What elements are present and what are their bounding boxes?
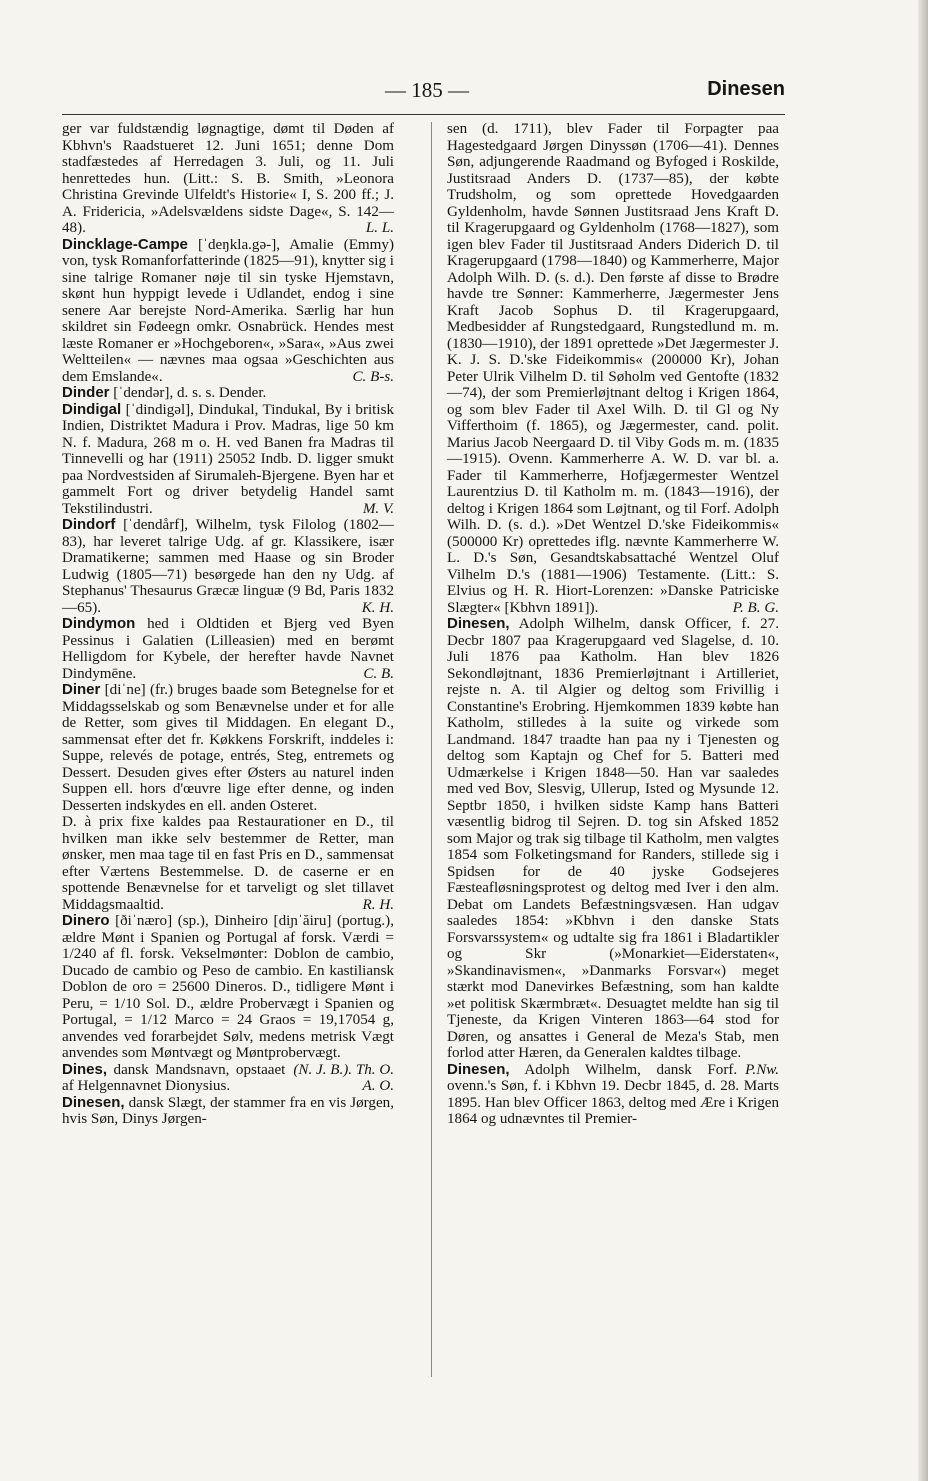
entry-signature: C. B-s. [352,368,394,385]
entry-text: [ˈdendər], d. s. s. Dender. [113,385,267,401]
entry-text: dansk Slægt, der stammer fra en vis Jørgen, hvis Søn, Dinys Jørgen- [62,1094,394,1127]
entry-headword: Dines, [62,1060,108,1078]
dictionary-entry [62,402,394,518]
left-column [62,121,394,1128]
entry-signature: P. B. G. [732,599,779,616]
entry-signature: A. O. [362,1078,394,1094]
entry-signature: M. V. [362,500,394,517]
running-head: Dinesen [707,78,785,100]
right-column [447,121,779,1128]
page-edge-shadow [918,0,928,1481]
entry-text: dansk Mandsnavn, opstaaet af Helgennavnet Dionysius. [62,1061,286,1094]
entry-text: ger var fuldstændig løgnagtige, dømt til Døden af Kbhvn's Raadstueret 12. Juni 1651; denne Dom stadfæstedes af Herredagen 3. Juli, og 11. Juli henrettedes hun. (Litt.: S. B. Smith, »Leonora Christina Grevinde Ulfeldt's Historie« I, S. 200 ff.; J. A. Fridericia, »Adelsvældens sidste Dage«, S. 142—48). [62,121,394,236]
entry-headword: Dindymon [62,615,136,632]
entry-signature: R. H. [362,896,394,913]
dictionary-entry [62,237,394,386]
entry-text: [ðiˈnæro] (sp.), Dinheiro [diɲˈăiru] (portug.), ældre Mønt i Spanien og Portugal af forsk. Værdi = 1/240 af fl. forsk. Vekselmønter: Doblon de cambio, Ducado de cambio og Peso de cambio. En kastiliansk Doblon de oro = 25600 Dineros. D., tidligere Mønt i Peru, = 1/10 Sol. D., ældre Probervægt i Spanien og Portugal, = 1/12 Marco = 24 Graos = 19,17054 g, anvendes ved forarbejdet Sølv, medens metrisk Vægt anvendes som Møntvægt og Møntprobervægt. [62,913,394,1061]
entry-text: [diˈne] (fr.) bruges baade som Betegnelse for et Middagsselskab og som Benævnelse under et for alle de Retter, som gives til Middagen. En elegant D., sammensat efter det fr. Køkkens Forskrift, inddeles i: Suppe, relevés de potage, entrés, Steg, entremets og Dessert. Desuden gives efter Østers au naturel inden Suppen ell. hors d'œuvre lige efter denne, og inden Desserten indskydes en ell. anden Osteret. [62,682,394,814]
page-number: — 185 — [385,78,469,102]
dictionary-entry [62,616,394,682]
dictionary-entry [62,517,394,616]
entry-signature: C. B. [363,665,394,682]
entry-headword: Dincklage-Campe [62,235,188,253]
dictionary-entry [62,385,394,402]
entry-headword: Dindorf [62,516,116,533]
dictionary-entry [62,121,394,237]
dictionary-entry [447,615,779,1078]
entry-text: [ˈdeŋkla.gə-], Amalie (Emmy) von, tysk Romanforfatterinde (1825—91), knytter sig i sine talrige Romaner nøje til sin tyske Hjemstavn, skønt hun hyppigt levede i Udlandet, endog i sine senere Aar berejste Nord-Amerika. Særlig har hun skildret sin Fødeegn omkr. Osnabrück. Hendes mest læste Romaner er »Hochgeboren«, »Sara«, »Aus zwei Weltteilen« — nævnes maa ogsaa »Geschichten aus dem Emslande«. [62,236,395,385]
entry-text: hed i Oldtiden et Bjerg ved Byen Pessinus i Galatien (Lilleasien) med en berømt Helligdom for Kybele, der herefter havde Navnet Dindymēne. [62,616,394,682]
entry-headword: Dindigal [62,400,122,418]
entry-text: sen (d. 1711), blev Fader til Forpagter paa Hagestedgaard Jørgen Dinyssøn (1706—41). Dennes Søn, adjungerende Raadmand og Byfoged i Roskilde, Justitsraad Anders D. (1737—85), der købte Trudsholm, og som oprettede Hovedgaarden Gyldenholm, havde Sønnen Justitsraad Jens Kraft D. til Kragerupgaard og Gyldenholm (1768—1827), som igen blev Fader til Justitsraad Anders Diderich D. til Kragerupgaard (1798—1840) og Kammerherre, Major Adolph Wilh. D. (s. d.). Den første af disse to Brødre havde tre Sønner: Kammerherre, Jægermester Jens Kraft Jacob Sophus D. til Kragerupgaard, Medbesidder af Rungstedgaard, Rungstedlund m. m. (1830—1910), der 1891 oprettede »Det Jægermester J. K. J. S. D.'ske Fideikommis« (200000 Kr), Johan Peter Ulrik Vilhelm D. til Søholm ved Gentofte (1832—74), der som Premierløjtnant deltog i Krigen 1864, og som blev Fader til Axel Wilh. D. til Gl og Ny Vifferthoim (f. 1865), og Jægermester, cand. polit. Marius Jacob Neergaard D. til Viby Gods m. m. (1835—1915). Ovenn. Kammerherre A. W. D. var bl. a. Fader til Kammerherre, Hofjægermester Wentzel Laurentzius D. til Katholm m. m. (1843—1916), der deltog i Krigen 1864 som Løjtnant, og til Forf. Adolph Wilh. D. (s. d.). »Det Wentzel D.'ske Fideikommis« (500000 Kr) oprettedes iflg. nævnte Kammerherre W. L. D.'s Søn, Gesandtskabsattaché Wentzel Oluf Vilhelm D.'s (1881—1906) Testamente. (Litt.: S. Elvius og H. R. Hiort-Lorenzen: »Danske Patriciske Slægter« [Kbhvn 1891]). [447,121,779,616]
entry-signature: L. L. [365,220,394,236]
column-divider [431,122,432,1377]
entry-headword: Dinder [62,384,110,401]
entry-headword: Diner [62,681,101,698]
dictionary-entry [447,121,779,616]
dictionary-entry [62,814,394,913]
header-rule [62,114,785,115]
entry-headword: Dinero [62,912,110,929]
entry-signature: P.Nw. [745,1061,779,1078]
entry-text: [ˈdendårf], Wilhelm, tysk Filolog (1802—83), har leveret talrige Udg. af gr. Klassikere, især Dramatikerne; sammen med Haase og sin Broder Ludwig (1805—71) besørgede han den ny Udg. af Stephanus' Thesaurus Græcæ linguæ (9 Bd, Paris 1832—65). [62,517,394,616]
entry-signature: (N. J. B.). Th. O. [293,1061,394,1078]
entry-text: Adolph Wilhelm, dansk Forf. ovenn.'s Søn, f. i Kbhvn 19. Decbr 1845, d. 28. Marts 1895. Han blev Officer 1863, deltog med Ære i Krigen 1864 og udnævntes til Premier- [447,1061,779,1127]
entry-headword: Dinesen, [447,615,510,632]
entry-text: Adolph Wilhelm, dansk Officer, f. 27. Decbr 1807 paa Kragerupgaard ved Slagelse, d. 10. Juli 1876 paa Katholm. Han blev 1826 Sekondløjtnant, 1836 Premierløjtnant i Artilleriet, rejste n. A. til Algier og deltog som Frivillig i Constantine's Erobring. Hjemkommen 1839 købte han Katholm, stilledes à la suite og virkede som Landmand. 1847 traadte han paa ny i Tjenesten og deltog som Kaptajn og Chef for 5. Batteri med Udmærkelse i Krigen 1848—50. Han var saaledes med ved Bov, Slesvig, Ullerup, Isted og Mysunde 12. Septbr 1850, i hvilken sidste Kamp hans Batteri væsentlig bidrog til Sejren. D. tog sin Afsked 1852 som Major og trak sig tilbage til Katholm, men valgtes 1854 som Folketingsmand for Randers, stillede sig i Spidsen for de 40 jyske Godsejeres Fæsteafløsningsprotest og deltog med Iver i den alm. Debat om Landets Befæstningsvæsen. Han udgav saaledes 1854: »Kbhvn i den danske Stats Forsvarssystem« og udtalte sig fra 1861 i Bladartikler og Skr (»Monarkiet—Eiderstaten«, »Skandinavismen«, »Danmarks Forsvar«) meget stærkt mod Danevirkes Befæstning, som han kaldte »et politisk Skærmbræt«. Desuagtet meldte han sig til Tjeneste, da Krigen Vinteren 1863—64 stod for Døren, og ansattes i General de Meza's Stab, men forlod atter Hæren, da Generalen kaldtes tilbage. [447,616,779,1061]
entry-headword: Dinesen, [447,1060,510,1078]
entry-headword: Dinesen, [62,1093,125,1111]
entry-signature: K. H. [361,599,394,616]
page-header [60,78,785,108]
dictionary-entry [62,682,394,814]
dictionary-entry [447,1062,779,1128]
entry-text: [ˈdindigəl], Dindukal, Tindukal, By i britisk Indien, Distriktet Madura i Prov. Madras, lige 50 km N. f. Madura, 268 m o. H. ved Banen fra Madras til Tinnevelli og har (1911) 25052 Indb. D. ligger smukt paa Nordvestsiden af Sirumaleh-Bjergene. Byen har et gammelt Fort og driver betydelig Handel samt Tekstilindustri. [62,401,394,517]
dictionary-entry [62,1095,394,1128]
entry-text: D. à prix fixe kaldes paa Restaurationer en D., til hvilken man ikke selv bestemmer de Retter, man ønsker, men maa tage til en fast Pris en D., sammensat efter Værtens Bestemmelse. D. de caserne er en spottende Benævnelse for et tarveligt og slet tillavet Middagsmaaltid. [62,814,394,913]
